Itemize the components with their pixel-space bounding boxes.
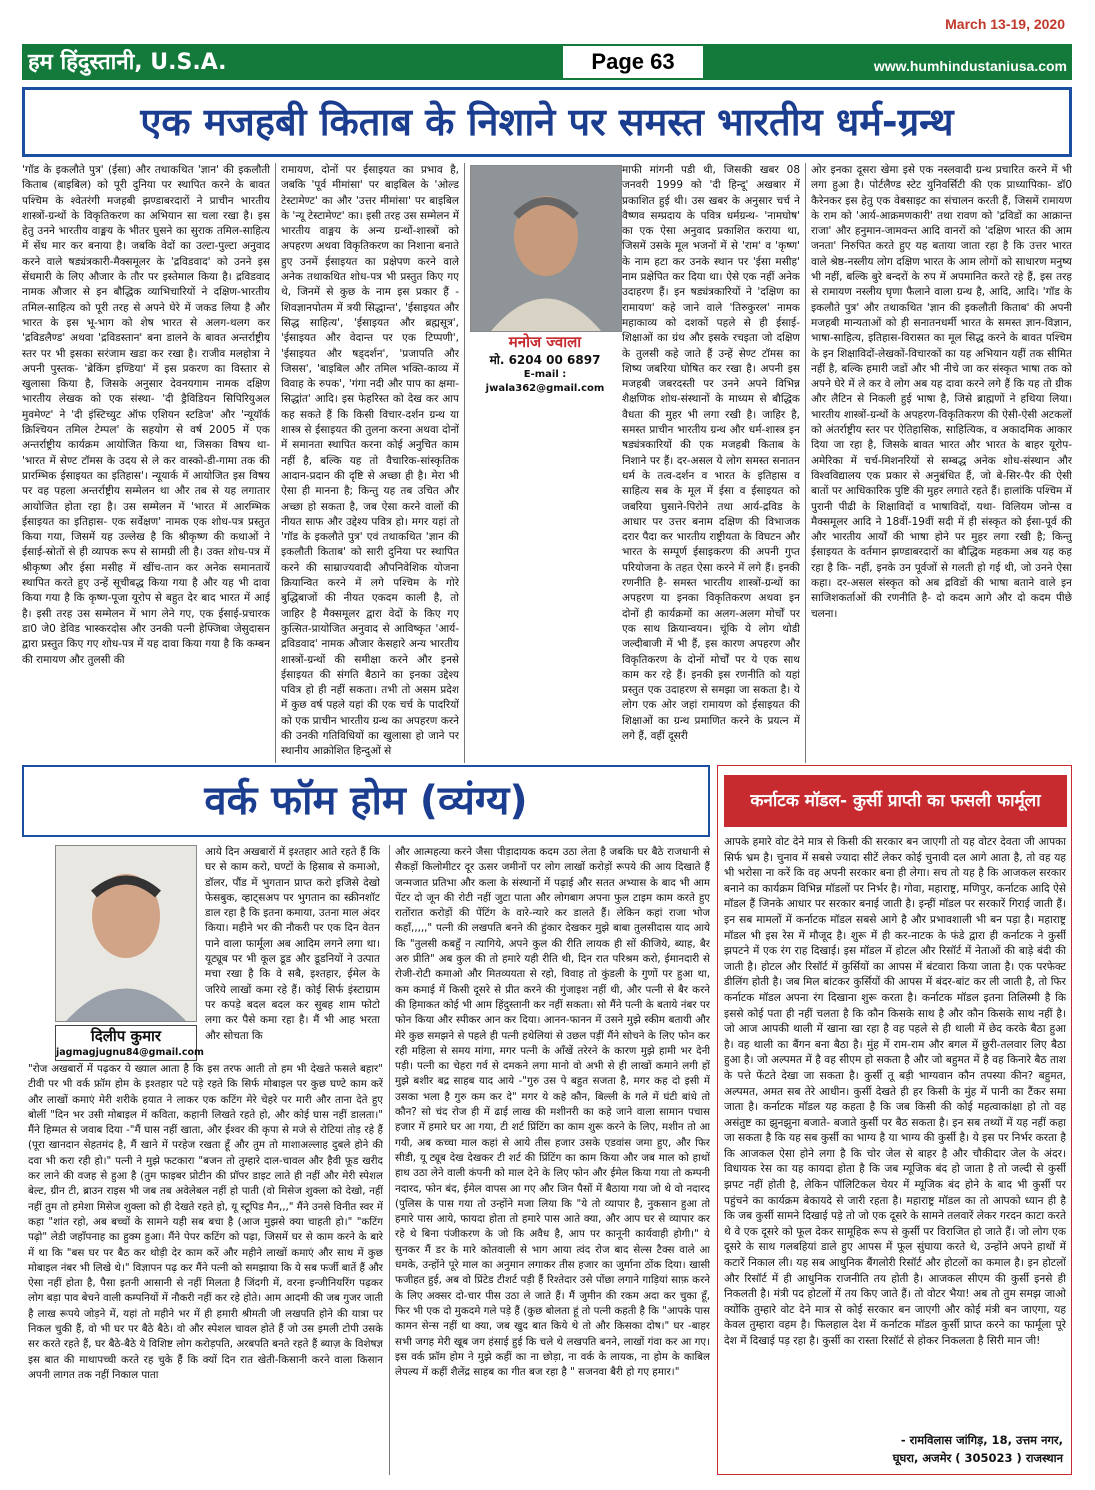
article1-column-1: 'गॉड के इकलौते पुत्र' (ईसा) और तथाकथित 'ज्ञान' की इकलौती किताब (बाइबिल) को पूरी दुनिया पर स्थापित करने के बावत पश्चिम के श्वेतरंगी मजहबी झण्डाबरदारों ने प्राचीन भारतीय शास्त्रों-ग्रन्थों के विकृतिकरण का अभियान सा चला रखा है। इस हेतु उनने भारतीय वाङ्मय के भीतर घुसने का सुराक तमिल-साहित्य में सेंध मार कर बनाया है। जबकि वेदों का उल्टा-पुल्टा अनुवाद करने वाले षड्यंत्रकारी-मैक्समूलर के 'द्रविडवाद' को उनने इस सेंधमारी के लिए औजार के तौर पर इस्तेमाल किया है। द्रविडवाद नामक औजार से इन बौद्धिक व्याभिचारियों ने दक्षिण-भारतीय तमिल-साहित्य को पूरी तरह से अपने घेरे में जकड लिया है और भारत के इस भू-भाग को शेष भारत से अलग-थलग कर 'द्रविडलैण्ड' अथवा 'द्रविडस्तान' बना डालने के बावत अन्तर्राष्ट्रीय स्तर पर भी इसका सरंजाम खडा कर रखा है। राजीव मलहोत्रा ने अपनी पुस्तक- 'ब्रेकिंग इण्डिया' में इस प्रकरण का विस्तार से खुलासा किया है, जिसके अनुसार देवनयगाम नामक दक्षिण भारतीय लेखक को एक संस्था- 'दी ड्रैविडियन सिपिरियुअल मुवमेण्ट' ने 'दी इंस्टिच्युट ऑफ एशियन स्टडिज' और 'न्यूयॉर्क क्रिश्चियन तमिल टेम्पल' के सहयोग से वर्ष 2005 में एक अन्तर्राष्ट्रीय कार्यक्रम आयोजित किया था, जिसका विषय था- 'भारत में सेण्ट टॉमस के उदय से ले कर वास्को-डी-गामा तक की प्रारम्भिक ईसाइयत का इतिहास'। न्यूयार्क में आयोजित इस विषय पर वह पहला अन्तर्राष्ट्रीय सम्मेलन था और तब से यह लगातार आयोजित होता रहा है। उस सम्मेलन में 'भारत में आरम्भिक ईसाइयत का इतिहास- एक सर्वेक्षण' नामक एक शोध-पत्र प्रस्तुत किया गया, जिसमें यह उल्लेख है कि श्रीकृष्ण की कथाओं ने ईसाई-स्रोतों से ही व्यापक रूप से सामग्री ली है। उक्त शोध-पत्र में श्रीकृष्ण और ईसा मसीह में खींच-तान कर अनेक समानतायें स्थापित करते हुए उन्हें सूचीबद्ध किया गया है और यह भी दावा किया गया है कि कृष्ण-पूजा यूरोप से बहुत देर बाद भारत में आई है। इसी तरह उस सम्मेलन में भाग लेने गए, एक ईसाई-प्रचारक डा0 जे0 डेविड भास्करदोस और उनकी पत्नी हेफ्जिबा जेसुदासन द्वारा प्रस्तुत किए गए शोध-पत्र में यह दावा किया गया है कि कम्बन की रामायण और तुलसी की: [22, 164, 270, 666]
author-caption-manoj: [470, 333, 620, 396]
column-divider: [464, 163, 465, 763]
karnataka-body: आपके हमारे वोट देने मात्र से किसी की सरकार बन जाएगी तो यह वोटर देवता जी आपका सिर्फ भ्रम है। चुनाव में सबसे ज्यादा सीटें लेकर कोई चुनावी दल आगे आता है, तो वह यह भी भरोसा ना करें कि वह अपनी सरकार बना ही लेगा। सच तो यह है कि आजकल सरकार बनाने का कार्यक्रम विभिन्न मॉडलों पर निर्भर है। गोवा, महाराष्ट्र, मणिपुर, कर्नाटक आदि ऐसे मॉडल हैं जिनके आधार पर सरकार बनाई जाती है। इन्हीं मॉडल पर सरकारें गिराई जाती हैं। इन सब मामलों में कर्नाटक मॉडल सबसे आगे है और प्रभावशाली भी बन पड़ा है। महाराष्ट्र मॉडल भी इस रेस में मौजूद है। शुरू में ही कर-नाटक के फंडे द्वारा ही कर्नाटक ने कुर्सी झपटने में एक रंग राह दिखाई। इस मॉडल में होटल और रिसॉर्ट में नेताओं की बाड़े बंदी की जाती है। होटल और रिसॉर्ट में कुर्सियों का आपस में बंटवारा किया जाता है। एक परफेक्ट डीलिंग होती है। जब मिल बांटकर कुर्सियों की आपस में बंदर-बांट कर ली जाती है, तो फिर कर्नाटक मॉडल अपना रंग दिखाना शुरू करता है। कर्नाटक मॉडल इतना तिलिस्मी है कि इससे कोई पता ही नहीं चलता है कि कौन किसके साथ है और कौन किसके साथ नहीं है। जो आज आपकी थाली में खाना खा रहा है वह पहले से ही थाली में छेद करके बैठा हुआ है। वह थाली का बैंगन बना बैठा है। मुंह में राम-राम और बगल में छुरी-तलवार लिए बैठा हुआ है। जो अल्पमत में है वह सीएम हो सकता है और जो बहुमत में है वह किनारे बैठ ताश के पत्ते फेंटते देखा जा सकता है। कुर्सी तू बड़ी भाग्यवान कौन तपस्या कीन? बहुमत, अल्पमत, अमत सब तेरे आधीन। कुर्सी देखते ही हर किसी के मुंह में पानी का टैंकर समा जाता है। कर्नाटक मॉडल यह कहता है कि जब किसी की कोई महत्वाकांक्षा हो तो वह असंतुष्ट का झुनझुना बजाते- बजाते कुर्सी पर बैठ सकता है। इन सब तथ्यों में यह नहीं कहा जा सकता है कि यह सब कुर्सी का भाग्य है या भाग्य की कुर्सी है। ये इस पर निर्भर करता है कि आजकल ऐसा होने लगा है कि चोर जेल से बाहर है और चौकीदार जेल के अंदर। विधायक रेस का यह कायदा होता है कि जब म्यूजिक बंद हो जाता है तो जल्दी से कुर्सी झपट नहीं होती है, लेकिन पॉलिटिकल चेयर में म्यूजिक बंद होने के बाद भी कुर्सी पर पहुंचने का कार्यक्रम बेकायदे से जारी रहता है। महाराष्ट्र मॉडल का तो आपको ध्यान ही है कि जब कुर्सी सामने दिखाई पड़े तो जो एक दूसरे के सामने तलवारें लेकर गरदन काटा करते थे वे एक दूसरे को फूल देकर सामूहिक रूप से कुर्सी पर विराजित हो जाते हैं। जो लोग एक दूसरे के साथ गलबहियां डाले हुए आपस में फूल सुंघाया करते थे, उन्होंने अपने हाथों में कटारें निकाल ली। यह सब आधुनिक बैंगलोरी रिसॉर्ट और होटलों का कमाल है। इन होटलों और रिसॉर्ट में ही आधुनिक राजनीति तय होती है। आजकल सीएम की कुर्सी इनसे ही निकलती है। मंत्री पद होटलों में तय किए जाते हैं। तो वोटर भैया! अब तो तुम समझ जाओ क्योंकि तुम्हारे वोट देने मात्र से कोई सरकार बन जाएगी और कोई मंत्री बन जाएगा, यह केवल तुम्हारा वहम है। फिलहाल देश में कर्नाटक मॉडल कुर्सी प्राप्त करने का फार्मूला पूरे देश में दिखाई पड़ रहा है। कुर्सी का रास्ता रिसॉर्ट से होकर निकलता है सिरी मान जी!: [724, 836, 1066, 1347]
page-headline: एक मजहबी किताब के निशाने पर समस्त भारतीय धर्म-ग्रन्थ: [140, 100, 954, 144]
portrait-icon: [56, 846, 196, 1021]
column-divider: [275, 163, 276, 763]
issue-date: March 13-19, 2020: [945, 16, 1065, 32]
article1-column-2: रामायण, दोनों पर ईसाइयत का प्रभाव है, जबकि 'पूर्व मीमांसा' पर बाइबिल के 'ओल्ड टेस्टामेण्ट' का और 'उत्तर मीमांसा' पर बाइबिल के 'न्यू टेस्टामेण्ट' का। इसी तरह उस सम्मेलन में भारतीय वाङ्मय के अन्य ग्रन्थों-शास्त्रों को अपहरण अथवा विकृतिकरण का निशाना बनाते हुए उनमें ईसाइयत का प्रक्षेपण करने वाले अनेक तथाकथित शोध-पत्र भी प्रस्तुत किए गए थे, जिनमें से कुछ के नाम इस प्रकार हैं - शिवज्ञानपोतम में त्रयी सिद्धान्त', 'ईसाइयत और सिद्ध साहित्य', 'ईसाइयत और ब्रह्मसूत्र', 'ईसाइयत और वेदान्त पर एक टिप्पणी', 'ईसाइयत और षड्दर्शन', 'प्रजापति और जिसस', 'बाइबिल और तमिल भक्ति-काव्य में विवाह के रुपक', 'गंगा नदी और पाप का क्षमा-सिद्धांत' आदि। इस फेहरिस्त को देख कर आप कह सकते हैं कि किसी विचार-दर्शन ग्रन्थ या शास्त्र से ईसाइयत की तुलना करना अथवा दोनों में समानता स्थापित करना कोई अनुचित काम नहीं है, बल्कि यह तो वैचारिक-सांस्कृतिक आदान-प्रदान की दृष्टि से अच्छा ही है। मेरा भी ऐसा ही मानना है; किन्तु यह तब उचित और अच्छा हो सकता है, जब ऐसा करने वालों की नीयत साफ और उद्देश्य पवित्र हो। मगर यहां तो 'गॉड के इकलौते पुत्र' एवं तथाकथित 'ज्ञान की इकलौती किताब' को सारी दुनिया पर स्थापित करने की साम्राज्यवादी औपनिवेशिक योजना क्रियान्वित करने में लगे पश्चिम के गोरे बुद्धिबाजों की नीयत एकदम काली है, तो जाहिर है मैक्समूलर द्वारा वेदों के किए गए कुत्सित-प्रायोजित अनुवाद से आविष्कृत 'आर्य-द्रविडवाद' नामक औजार केसहारे अन्य भारतीय शास्त्रों-ग्रन्थों की समीक्षा करने और इनसे ईसाइयत की संगति बैठाने का इनका उद्देश्य पवित्र हो ही नहीं सकता। तभी तो असम प्रदेश में कुछ वर्ष पहले यहां की एक चर्च के पादरियों को एक प्राचीन भारतीय ग्रन्थ का अपहरण करने की उनकी गतिविधियों का खुलासा हो जाने पर स्थानीय आक्रोशित हिन्दुओं से: [281, 164, 459, 758]
author-email[interactable]: jagmagjugnu84@gmail.com: [56, 1047, 204, 1058]
author-phone: मो. 6204 00 6897: [489, 353, 601, 367]
author-caption-dilip: [55, 1025, 204, 1061]
column-divider: [389, 845, 390, 1475]
portrait-icon: [471, 166, 621, 331]
karnataka-address: घूघरा, अजमेर ( 305023 ) राजस्थान: [892, 1451, 1063, 1465]
wfh-lead-paragraph: आये दिन अखबारों में इश्तहार आते रहते हैं कि घर से काम करो, घण्टों के हिसाब से कमाओ, डॉलर, पौंड में भुगतान प्राप्त करो इजिसे देखो फेसबुक, व्हाट्सअप पर भुगतान का स्क्रीनशॉट डाल रहा है कि इतना कमाया, उतना माल अंदर किया। महीने भर की नौकरी पर एक दिन वेतन पाने वाला फार्मूला अब आदिम लगने लगा था। यूट्यूब पर भी कूल डूड और डूडनियों ने उत्पात मचा रखा है कि वे सबै, इश्तहार, ईमेल के जरिये लाखों कमा रहे हैं। कोई सिर्फ इंस्टाग्राम पर कपड़े बदल बदल कर सुबह शाम फोटो लगा कर पैसे कमा रहा है। मैं भी आह भरता और सोचता कि: [205, 846, 380, 1042]
page-number: Page 63: [563, 46, 703, 78]
wfh-headline: वर्क फॉम होम (व्यंग्य): [22, 765, 710, 837]
author-photo-manoj: [470, 165, 622, 332]
wfh-column-1: "रोज अखबारों में पढ़कर ये ख्याल आता है कि इस तरफ आती तो हम भी देखते फसले बहार" टीवी पर भी वर्क फ्रॉम होम के इश्तहार पटे पड़े रहते कि सिर्फ मोबाइल पर कुछ घण्टे काम करें और लाखों कमाएं मेरी शरीके हयात ने लाकर एक कटिंग मेरे चेहरे पर मारी और ताना देते हुए बोलीं "दिन भर उसी मोबाइल में कविता, कहानी लिखते रहते हो, और कोई घास नहीं डालता।" मैंने हिम्मत से जवाब दिया -"मैं घास नहीं खाता, और ईश्वर की कृपा से मजे से रोटियां तोड़ रहे हैं (पूरा खानदान सेहतमंद है, मैं खाने में परहेज रखता हूँ और तुम तो माशाअल्लाह दुबले होने की दवा भी करा रही हो।" पत्नी ने मुझे फटकारा "बजन तो तुम्हारे दाल-चावल और हैवी फूड खरीद कर लाने की वजह से हुआ है (तुम फाइबर प्रोटीन की प्रॉपर डाइट लाते ही नहीं और मेरी स्पेशल बेल्ट, ग्रीन टी, ब्राउन राइस भी जब तब अवेलेबल नहीं हो पाती (वो मिसेज शुक्ला को देखो, नहीं नहीं तुम तो हमेशा मिसेज शुक्ला को ही देखते रहते हो, यू स्टूपिड मैन,,," मैंने उनसे विनीत स्वर में कहा "शांत रहो, अब बच्चों के सामने यही सब बचा है (आज मुझसे क्या चाहती हो।" "कटिंग पढ़ो" लेडी जहाँपनाह का हुक्म हुआ। मैंने पेपर कटिंग को पढ़ा, जिसमें घर से काम करने के बारे में था कि "बस घर पर बैठ कर थोड़ी देर काम करें और महीने लाखों कमाएं और साथ में कुछ मोबाइल नंबर भी लिखे थे।" विज्ञापन पढ़ कर मैंने पत्नी को समझाया कि ये सब फर्जी बातें हैं और ऐसा नहीं होता है, पैसा इतनी आसानी से नहीं मिलता है जिंदगी में, वरना इन्जीनियरिंग पढ़कर लोग बड़ा पाव बेचने वाली कम्पनियों में नौकरी नहीं कर रहे होते। आम आदमी की जब गुजर जाती है लाख रूपये जोड़ने में, यहां तो महीने भर में ही हमारी श्रीमती जी लखपति होने की यात्रा पर निकल चुकी हैं, वो भी घर पर बैठे बैठे। वो और स्पेशल चावल होते हैं जो उस इमली टोपी उसके सर करते रहते हैं, घर बैठे-बैठे ये विशिष्ट लोग करोड़पति, अरबपति बनते रहते हैं ब्याज़ के विशेषज्ञ इस बात की माथापच्ची करते रह चुके हैं कि क्यों दिन रात खेती-किसानी करने वाला किसान अपनी लागत तक नहीं निकाल पाता: [28, 1063, 383, 1381]
newspaper-title: हम हिंदुस्तानी, U.S.A.: [28, 50, 227, 75]
author-email[interactable]: E-mail : jwala362@gmail.com: [485, 369, 605, 394]
author-name: दिलीप कुमार: [90, 1027, 162, 1045]
article1-column-4: ओर इनका दूसरा खेमा इसे एक नस्लवादी ग्रन्थ प्रचारित करने में भी लगा हुआ है। पोर्टलैण्ड स्टेट युनिवर्सिटी की एक प्राध्यापिका- डॉ0 कैरेनकर इस हेतु एक वेबसाइट का संचालन करती हैं, जिसमें रामायण के राम को 'आर्य-आक्रमणकारी' तथा रावण को 'द्रविडों का आक्रान्त राजा' और हनुमान-जामवन्त आदि वानरों को 'दक्षिण भारत की आम जनता' निरुपित करते हुए यह बताया जाता रहा है कि उत्तर भारत वाले श्रेष्ठ-नस्लीय लोग दक्षिण भारत के आम लोगों को साधारण मनुष्य भी नहीं, बल्कि बुरे बन्दरों के रुप में अपमानित करते रहे हैं, इस तरह से रामायण नस्लीय घृणा फैलाने वाला ग्रन्थ है, आदि, आदि। 'गॉड के इकलौते पुत्र' और तथाकथित 'ज्ञान की इकलौती किताब' की अपनी मजहबी मान्यताओं को ही सनातनधर्मी भारत के समस्त ज्ञान-विज्ञान, भाषा-साहित्य, इतिहास-विरासत का मूल सिद्ध करने के बावत पश्चिम के इन शिक्षाविदों-लेखकों-विचारकों का यह अभियान यहीं तक सीमित नहीं है, बल्कि हमारी जडों और भी नीचे जा कर संस्कृत भाषा तक को अपने घेरे में ले कर वे लोग अब यह दावा करने लगे हैं कि यह तो ग्रीक और लैटिन से निकली हुई भाषा है, जिसे ब्राह्मणों ने हथिया लिया। भारतीय शास्त्रों-ग्रन्थों के अपहरण-विकृतिकरण की ऐसी-ऐसी अटकलों को अंतर्राष्ट्रीय स्तर पर ऐतिहासिक, साहित्यिक, व अकादमिक आकार दिया जा रहा है, जिसके बावत भारत और भारत के बाहर यूरोप-अमेरिका में चर्च-मिशनरियों से सम्बद्ध अनेक शोध-संस्थान और विश्वविद्यालय एक प्रकार से अनुबंधित हैं, जो बे-सिर-पैर की ऐसी बातों पर आधिकारिक पुष्टि की मुहर लगाते रहते हैं। हालांकि पश्चिम में पुरानी पीढी के शिक्षाविदों व भाषाविदों, यथा- विलियम जोन्स व मैक्समूलर आदि ने 18वीं-19वीं सदी में ही संस्कृत को ईसा-पूर्व की और भारतीय आर्यों की भाषा होने पर मुहर लगा रखी है; किन्तु ईसाइयत के वर्तमान झण्डाबरदारों का बौद्धिक महकमा अब यह कह रहा है कि- नहीं, इनके उन पूर्वजों से गलती हो गई थी, जो उनने ऐसा कहा। दर-असल संस्कृत को अब द्रविडों की भाषा बताने वाले इन साजिशकर्ताओं की रणनीति है- दो कदम आगे और दो कदम पीछे चलना।: [811, 164, 1072, 620]
article1-column-3: माफी मांगनी पडी थी, जिसकी खबर 08 जनवरी 1999 को 'दी हिन्दू' अखबार में प्रकाशित हुई थी। उस खबर के अनुसार चर्च ने वैष्णव सम्प्रदाय के पवित्र धर्मग्रन्थ- 'नामघोष' का एक ऐसा अनुवाद प्रकाशित कराया था, जिसमें उसके मूल भजनों में से 'राम' व 'कृष्ण' के नाम हटा कर उनके स्थान पर 'ईसा मसीह' नाम प्रक्षेपित कर दिया था। ऐसे एक नहीं अनेक उदाहरण हैं। इन षड्यंत्रकारियों ने 'दक्षिण का रामायण' कहे जाने वाले 'तिरुकुरल' नामक महाकाव्य को दशकों पहले से ही ईसाई-शिक्षाओं का ग्रंथ और इसके रचइता जो दक्षिण के तुलसी कहे जाते हैं उन्हें सेण्ट टॉमस का शिष्य जबरिया घोषित कर रखा है। अपनी इस मजहबी जबरदस्ती पर उनने अपने विभिन्न शैक्षणिक शोध-संस्थानों के माध्यम से बौद्धिक वैधता की मुहर भी लगा रखी है। जाहिर है, समस्त प्राचीन भारतीय ग्रन्थ और धर्म-शास्त्र इन षड्यंत्रकारियों की एक मजहबी किताब के निशाने पर हैं। दर-असल ये लोग समस्त सनातन धर्म के तत्व-दर्शन व भारत के इतिहास व साहित्य सब के मूल में ईसा व ईसाइयत को जबरिया घुसाने-पिरोने तथा आर्य-द्रविड के आधार पर उत्तर बनाम दक्षिण की विभाजक दरार पैदा कर भारतीय राष्ट्रीयता के विघटन और भारत के सम्पूर्ण ईसाइकरण की अपनी गुप्त परियोजना के तहत ऐसा करने में लगे हैं। इनकी रणनीति है- समस्त भारतीय शास्त्रों-ग्रन्थों का अपहरण या इनका विकृतिकरण अथवा इन दोनों ही कार्यक्रमों का अलग-अलग मोर्चों पर एक साथ क्रियान्वयन। चूंकि ये लोग थोडी जल्दीबाजी में भी हैं, इस कारण अपहरण और विकृतिकरण के दोनों मोर्चों पर ये एक साथ काम कर रहे हैं। इनकी इस रणनीति को यहां प्रस्तुत एक उदाहरण से समझा जा सकता है। ये लोग एक ओर जहां रामायण को ईसाइयत की शिक्षाओं का ग्रन्थ प्रमाणित करने के प्रयत्न में लगे हैं, वहीं दूसरी: [622, 164, 800, 742]
karnataka-headline: कर्नाटक मॉडल- कुर्सी प्राप्ती का फसली फार्मूला: [724, 775, 1067, 827]
column-divider: [805, 163, 806, 763]
author-name: मनोज ज्वाला: [508, 333, 582, 351]
website-link[interactable]: www.humhindustaniusa.com: [873, 58, 1067, 74]
wfh-column-2: और आत्महत्या करने जैसा पीड़ादायक कदम उठा लेता है जबकि घर बैठे राजधानी से सैकड़ों किलोमीटर दूर ऊसर जमीनों पर लोग लाखों करोड़ों रूपये की आय दिखाते हैं जन्मजात प्रतिभा और कला के संस्थानों में पढ़ाई और सतत अभ्यास के बाद भी आम पेंटर दो जून की रोटी नहीं जुटा पाता और लोगबाग अपना फुल टाइम काम करते हुए रातोंरात करोड़ों की पेंटिंग के वारे-न्यारे कर डालते हैं। लेकिन कहां राजा भोज कहाँ,,,,," पत्नी की लखपति बनने की हुंकार देखकर मुझे बाबा तुलसीदास याद आये कि "तुलसी कबहुँ न त्यागिये, अपने कुल की रीति लायक ही सों कीजिये, ब्याह, बैर अरु प्रीति" अब कुल की तो हमारे यही रीति थी, दिन रात परिश्रम करो, ईमानदारी से रोजी-रोटी कमाओ और मितव्ययता से रहो, विवाह तो कुंडली के गुणों पर हुआ था, कम कमाई में किसी दूसरे से प्रीत करने की गुंजाइश नहीं थी, और पत्नी से बैर करने की हिमाकत कोई भी आम हिंदुस्तानी कर नहीं सकता। सो मैंने पत्नी के बताये नंबर पर फोन किया और स्पीकर आन कर दिया। आनन-फानन में उसने मुझे स्कीम बतायी और मेरे कुछ समझने से पहले ही पत्नी हथेलियां से उछल पड़ीं मैंने सोचने के लिए फोन कर रही महिला से समय मांगा, मगर पत्नी के आँखें तरेरने के कारण मुझे हामी भर देनी पड़ी। पत्नी का चेहरा गर्व से दमकने लगा मानो वो अभी से ही लाखों कमाने लगी हों मुझे बशीर बद्र साहब याद आये -"गुरु उस पे बहुत सजता है, मगर कह दो इसी में उसका भला है गुरु कम कर दे" मगर ये कहे कौन, बिल्ली के गले में घंटी बांधे तो कौन? सो चंद रोज ही में ढाई लाख की मशीनरी का कहे जाने वाला सामान पचास हजार में हमारे घर आ गया, टी शर्ट प्रिंटिंग का काम शुरू करने के लिए, मशीन तो आ गयी, अब कच्चा माल कहां से आये तीस हजार उसके एडवांस जमा हुए, और फिर सीडी, यू ट्यूब देख देखकर टी शर्ट की प्रिंटिंग का काम किया और जब माल को हाथों हाथ उठा लेने वाली कंपनी को माल देने के लिए फोन और ईमेल किया गया तो कम्पनी नदारद, फोन बंद, ईमेल वापस आ गए और जिन पैसों में बैठाया गया जो थे वो नदारद (पुलिस के पास गया तो उन्होंने मजा लिया कि "ये तो व्यापार है, नुकसान हुआ तो हमारे पास आये, फायदा होता तो हमारे पास आते क्या, और आप घर से व्यापार कर रहे थे बिना पंजीकरण के जो कि अवैध है, आप पर कानूनी कार्यवाही होगी।" ये सुनकर मैं डर के मारे कोतवाली से भाग आया त्वंद रोज बाद सेल्स टैक्स वाले आ धमके, उन्होंने पूरे माल का अनुमान लगाकर तीस हजार का जुर्माना ठोंक दिया। खासी फजीहत हुई, अब वो प्रिंटेड टीशर्ट पड़ी हैं रिश्तेदार उसे पोंछा लगाने गाड़ियां साफ़ करने के लिए अक्सर दो-चार पीस उठा ले जाते हैं। मैं जुमीन की रकम अदा कर चुका हूँ, फिर भी एक दो मुकदमे गले पड़े हैं (कुछ बोलता हूं तो पत्नी कहती है कि "आपके पास कामन सेन्स नहीं था क्या, जब खुद बात किये थे तो और किसका दोष।" घर -बाहर सभी जगह मेरी खूब जग हंसाई हुई कि चले थे लखपति बनने, लाखों गंवा कर आ गए। इस वर्क फ्रॉम होम ने मुझे कहीं का ना छोड़ा, ना वर्क के लायक, ना होम के काबिल लेपल्य में कहीं शैलेंद्र साहब का गीत बज रहा है " सजनवा बैरी हो गए हमार।": [395, 846, 710, 1379]
karnataka-author: - रामविलास जांगिड़, 18, उत्तम नगर,: [900, 1433, 1063, 1447]
author-photo-dilip: [55, 845, 197, 1022]
